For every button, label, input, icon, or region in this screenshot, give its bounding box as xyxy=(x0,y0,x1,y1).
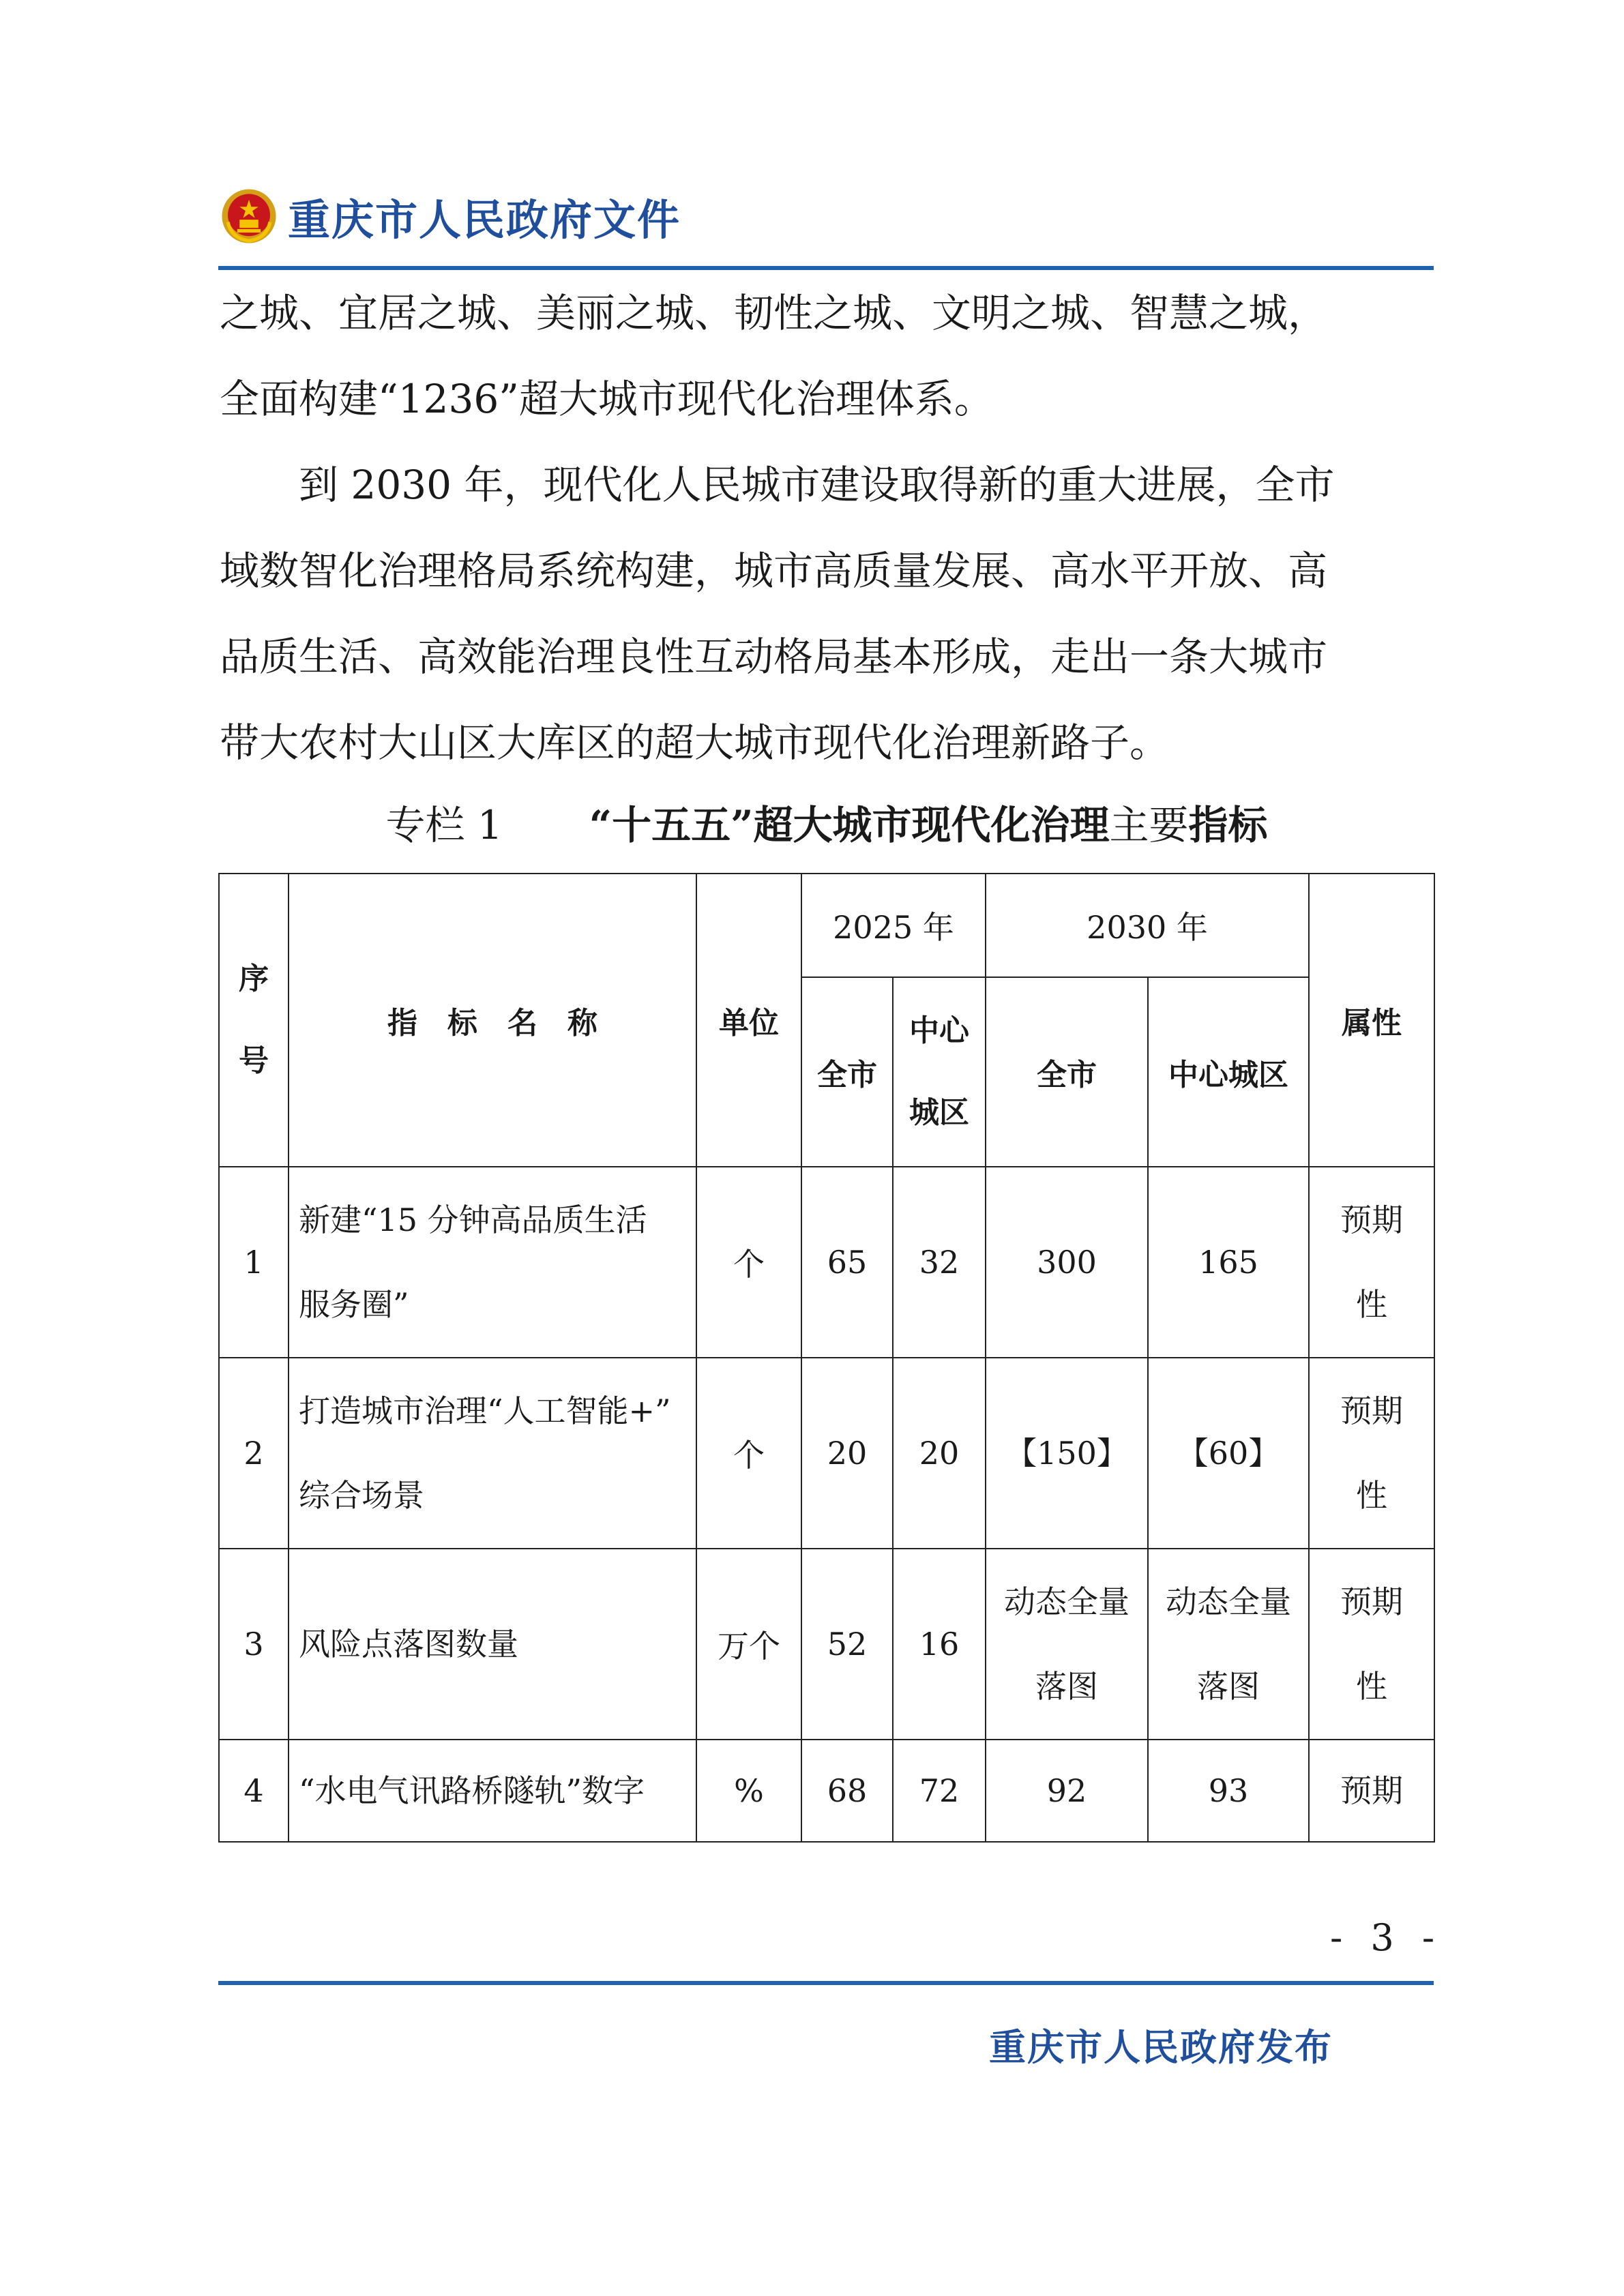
header-attribute: 属性 xyxy=(1309,874,1434,1167)
cell-name: 打造城市治理“人工智能+” 综合场景 xyxy=(289,1358,696,1549)
cell-name: 新建“15 分钟高品质生活 服务圈” xyxy=(289,1167,696,1358)
footer-publisher: 重庆市人民政府发布 xyxy=(989,2025,1333,2069)
header-2030-center: 中心城区 xyxy=(1148,977,1309,1167)
cell-seq: 3 xyxy=(219,1549,289,1740)
paragraph-continuation xyxy=(220,270,1434,442)
page-number: - 3 - xyxy=(1330,1916,1443,1959)
cell-2025-center: 72 xyxy=(893,1740,986,1842)
column-title xyxy=(220,784,1434,866)
document-header xyxy=(220,185,681,247)
header-name: 指 标 名 称 xyxy=(289,874,696,1167)
cell-2025-city: 52 xyxy=(801,1549,893,1740)
cell-2025-city: 65 xyxy=(801,1167,893,1358)
column-title-main: “十五五”超大城市现代化治理 xyxy=(589,802,1110,848)
text-line: 域数智化治理格局系统构建，城市高质量发展、高水平开放、高 xyxy=(220,548,1328,594)
cell-2025-center: 16 xyxy=(893,1549,986,1740)
indicator-table xyxy=(218,873,1435,1843)
text-line: 到 2030 年，现代化人民城市建设取得新的重大进展，全市 xyxy=(220,462,1335,508)
national-emblem-icon xyxy=(220,187,278,245)
header-2025-city: 全市 xyxy=(801,977,893,1167)
paragraph-2030-goal xyxy=(220,442,1434,786)
cell-name: “水电气讯路桥隧轨”数字 xyxy=(289,1740,696,1842)
text-line: 带大农村大山区大库区的超大城市现代化治理新路子。 xyxy=(220,719,1170,766)
cell-unit: 万个 xyxy=(696,1549,801,1740)
footer-divider xyxy=(218,1981,1434,1985)
text-line: 之城、宜居之城、美丽之城、韧性之城、文明之城、智慧之城， xyxy=(220,290,1328,336)
cell-2030-center: 165 xyxy=(1148,1167,1309,1358)
header-2025-center: 中心 城区 xyxy=(893,977,986,1167)
header-unit: 单位 xyxy=(696,874,801,1167)
cell-2030-city: 92 xyxy=(986,1740,1148,1842)
table-row xyxy=(219,1549,1434,1740)
cell-attribute: 预期 性 xyxy=(1309,1549,1434,1740)
cell-2030-center: 93 xyxy=(1148,1740,1309,1842)
cell-2025-center: 20 xyxy=(893,1358,986,1549)
cell-name: 风险点落图数量 xyxy=(289,1549,696,1740)
table-row xyxy=(219,1358,1434,1549)
cell-attribute: 预期 性 xyxy=(1309,1358,1434,1549)
header-2030: 2030 年 xyxy=(986,874,1309,977)
cell-seq: 1 xyxy=(219,1167,289,1358)
cell-unit: % xyxy=(696,1740,801,1842)
cell-2030-city: 300 xyxy=(986,1167,1148,1358)
text-line: 全面构建“1236”超大城市现代化治理体系。 xyxy=(220,376,994,422)
cell-2025-center: 32 xyxy=(893,1167,986,1358)
cell-2030-city: 动态全量 落图 xyxy=(986,1549,1148,1740)
cell-2030-center: 动态全量 落图 xyxy=(1148,1549,1309,1740)
cell-2025-city: 20 xyxy=(801,1358,893,1549)
cell-2030-city: 【150】 xyxy=(986,1358,1148,1549)
column-title-suffix: 指标 xyxy=(1188,802,1268,848)
header-title: 重庆市人民政府文件 xyxy=(288,194,681,245)
cell-seq: 4 xyxy=(219,1740,289,1842)
cell-attribute: 预期 性 xyxy=(1309,1167,1434,1358)
cell-2025-city: 68 xyxy=(801,1740,893,1842)
table-row xyxy=(219,1167,1434,1358)
column-title-prefix: 专栏 1 xyxy=(385,802,503,848)
cell-attribute: 预期 xyxy=(1309,1740,1434,1842)
cell-unit: 个 xyxy=(696,1167,801,1358)
cell-2030-center: 【60】 xyxy=(1148,1358,1309,1549)
header-seq: 序 号 xyxy=(219,874,289,1167)
table-row xyxy=(219,1740,1434,1842)
column-title-mid: 主要 xyxy=(1109,802,1189,848)
cell-seq: 2 xyxy=(219,1358,289,1549)
header-2030-city: 全市 xyxy=(986,977,1148,1167)
text-line: 品质生活、高效能治理良性互动格局基本形成，走出一条大城市 xyxy=(220,633,1328,680)
header-2025: 2025 年 xyxy=(801,874,986,977)
cell-unit: 个 xyxy=(696,1358,801,1549)
